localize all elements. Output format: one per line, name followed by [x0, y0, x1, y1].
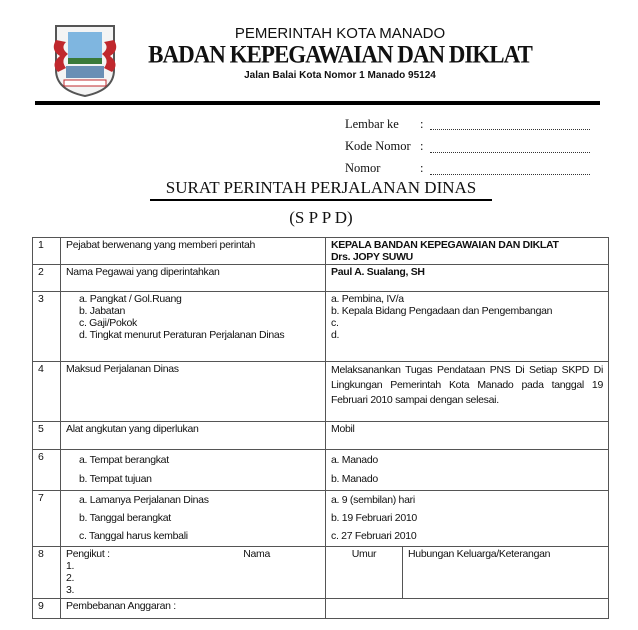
row-label [61, 547, 326, 599]
row-label [61, 292, 326, 362]
budget-value [326, 599, 609, 619]
table-row [33, 450, 609, 491]
list-item: 1. [66, 560, 75, 572]
sub-value: c. 27 Februari 2010 [331, 530, 417, 542]
sub-label: b. Tanggal berangkat [79, 512, 171, 524]
row-label: Alat angkutan yang diperlukan [61, 422, 326, 450]
transport-value: Mobil [326, 422, 609, 450]
header-address: Jalan Balai Kota Nomor 1 Manado 95124 [244, 70, 436, 81]
row-number: 5 [33, 422, 61, 450]
row-label [61, 450, 326, 491]
list-item: 3. [66, 584, 75, 596]
header-divider [35, 101, 600, 105]
row-number: 6 [33, 450, 61, 491]
row-label: Pembebanan Anggaran : [61, 599, 326, 619]
row-number: 7 [33, 491, 61, 547]
sub-value: d. [331, 329, 340, 341]
document-title: SURAT PERINTAH PERJALANAN DINAS [150, 178, 492, 201]
header-agency: BADAN KEPEGAWAIAN DAN DIKLAT [148, 40, 532, 69]
table-row [33, 599, 609, 619]
sub-label: c. Gaji/Pokok [79, 317, 137, 329]
colon: : [420, 139, 424, 153]
row-number: 8 [33, 547, 61, 599]
hubungan-header: Hubungan Keluarga/Keterangan [403, 547, 609, 599]
lembar-label: Lembar ke [345, 117, 399, 131]
sub-label: b. Jabatan [79, 305, 126, 317]
table-row [33, 265, 609, 292]
table-row [33, 362, 609, 422]
sub-label: d. Tingkat menurut Peraturan Perjalanan Dinas [79, 329, 285, 341]
official-title: KEPALA BANDAN KEPEGAWAIAN DAN DIKLAT [331, 239, 559, 251]
table-row [33, 292, 609, 362]
document-subtitle: (S P P D) [289, 208, 353, 227]
sub-value: a. Pembina, IV/a [331, 293, 404, 305]
colon: : [420, 117, 424, 131]
table-row [33, 422, 609, 450]
sppd-table [32, 237, 609, 619]
sub-value: b. Kepala Bidang Pengadaan dan Pengembangan [331, 305, 553, 317]
table-row [33, 547, 609, 599]
pengikut-label: Pengikut : [66, 548, 110, 560]
purpose-value: Melaksanankan Tugas Pendataan PNS Di Setiap SKPD Di Lingkungan Pemerintah Kota Manado pada tanggal 19 Februari 2010 sampai dengan selesai. [326, 362, 609, 422]
header-government: PEMERINTAH KOTA MANADO [234, 25, 446, 42]
umur-header: Umur [326, 547, 403, 599]
sub-value: a. Manado [331, 454, 378, 466]
sub-label: b. Tempat tujuan [79, 473, 152, 485]
row-number: 2 [33, 265, 61, 292]
sub-label: c. Tanggal harus kembali [79, 530, 188, 542]
row-label: Nama Pegawai yang diperintahkan [61, 265, 326, 292]
sub-value: b. Manado [331, 473, 378, 485]
kode-nomor-field[interactable] [430, 151, 590, 153]
sub-label: a. Lamanya Perjalanan Dinas [79, 494, 209, 506]
colon: : [420, 161, 424, 175]
row-number: 4 [33, 362, 61, 422]
official-name: Drs. JOPY SUWU [331, 251, 413, 263]
row-value [326, 292, 609, 362]
nomor-field[interactable] [430, 173, 590, 175]
row-number: 1 [33, 238, 61, 265]
city-emblem-logo [48, 20, 122, 98]
kode-nomor-label: Kode Nomor [345, 139, 411, 153]
sub-label: a. Tempat berangkat [79, 454, 169, 466]
row-number: 3 [33, 292, 61, 362]
sub-value: c. [331, 317, 339, 329]
table-row [33, 238, 609, 265]
lembar-field[interactable] [430, 128, 590, 130]
row-value [326, 450, 609, 491]
sub-value: a. 9 (sembilan) hari [331, 494, 415, 506]
row-number: 9 [33, 599, 61, 619]
list-item: 2. [66, 572, 75, 584]
row-label: Maksud Perjalanan Dinas [61, 362, 326, 422]
employee-name: Paul A. Sualang, SH [326, 265, 609, 292]
row-label: Pejabat berwenang yang memberi perintah [61, 238, 326, 265]
nama-header: Nama [243, 548, 270, 560]
sub-value: b. 19 Februari 2010 [331, 512, 417, 524]
row-value [326, 491, 609, 547]
nomor-label: Nomor [345, 161, 381, 175]
table-row [33, 491, 609, 547]
sub-label: a. Pangkat / Gol.Ruang [79, 293, 182, 305]
row-label [61, 491, 326, 547]
row-value [326, 238, 609, 265]
